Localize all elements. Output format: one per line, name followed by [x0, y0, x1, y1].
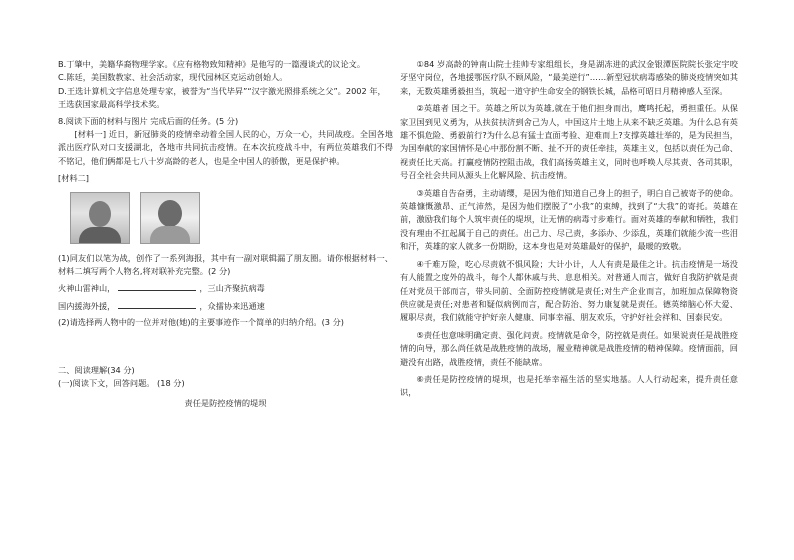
- couplet-line-1: [58, 282, 393, 295]
- portrait-photo-woman: [140, 192, 200, 244]
- couplet-2-end: ，众擂协来迅通速: [199, 300, 265, 311]
- material-two-label: [材料二]: [58, 173, 89, 184]
- subsection-heading: (一)阅读下文，回答问题。 (18 分): [58, 378, 185, 389]
- left-column: [58, 58, 393, 410]
- option-d: D.王选计算机文字信息处理专家，被誉为“当代毕昇”“汉字激光照排系统之父”。2002 年，: [58, 85, 386, 96]
- option-d-continued: 王选获国家最高科学技术奖。: [58, 99, 165, 110]
- article-paragraph-6: ⑥责任是防控疫情的堤坝，也是托举幸福生活的坚实地基。人人行动起来，提升责任意识，: [400, 373, 738, 398]
- couplet-1-end: ，三山齐聚抗病毒: [199, 283, 265, 294]
- section-heading: 二、阅读理解(34 分): [58, 364, 135, 375]
- portrait-photo-man: [70, 192, 130, 244]
- article-title: 责任是防控疫情的堤坝: [184, 397, 267, 408]
- question-2: (2)请选择两人物中的一位并对他(她)的主要事迹作一个简单的归纳介绍。(3 分): [58, 317, 344, 328]
- question-8-title: 8.阅读下面的材料与图片 完成后面的任务。(5 分): [58, 115, 239, 126]
- couplet-2-start: 国内援海外援，: [58, 300, 116, 311]
- couplet-line-2: [58, 300, 393, 313]
- article-paragraph-4: ④千难万险，吃心尽责就不惧风险；大计小计，人人有责是最佳之计。抗击疫情是一场没有人能置之度外的战斗，每个人都休戚与共、息息相关。对普通人而言，做好自我防护就是责任对党员干部而言，带头同前、全面防控疫情就是责任;对生产企业而言，加班加点保障物资供应就是责任;对患者和疑似病例而言，配合防治、努力康复就是责任。德英缔脑心怀大爱、履职尽责，我们就能守护好亲人健康、同事幸福、朋友欢乐，守护好社会祥和、国泰民安。: [400, 258, 738, 323]
- article-paragraph-5: ⑤责任也意味明确定责、强化问责。疫情就是命令，防控就是责任。如果说责任是战胜疫情的向导，那么尚任就是战胜疫情的战场，履业精神就是战胜疫情的精神保障。疫情面前，回避没有出路，战胜疫情，责任不能缺席。: [400, 329, 738, 367]
- option-c: C.陈廷，美国数教家、社会活动家，现代园林区克运动创始人。: [58, 72, 288, 83]
- article-paragraph-2: ②英雄者 国之干。英雄之所以为英雄,就在于他们担身而出，鹰鸣托起，勇担重任。从保家卫国到见义勇为，从扶贫扶济到舍己为人，中国这片土地上从来不缺乏英雄。为什么总有英雄不惧危险、勇毅前行?为什么总有猛士直面考验、迎难而上?支撑英雄壮举的，是为民担当，为国奉献的家国情怀是心中那份割不断、扯不开的责任牵挂，英雄主义，包括以责任为己命、视责任比天高。打赢疫情防控阻击战，我们高扬英雄主义，同时也呼唤人尽其责、各司其职，号召全社会共同从源头上化解风险、抗击疫情。: [400, 103, 738, 181]
- question-1: (1)同友们以笔为战，创作了一系列海报，其中有一副对联辑漏了朋友圈。请你根据材料一、材料二填写两个人物名,将对联补充完整。(2 分): [58, 252, 393, 277]
- answer-blank-1[interactable]: [118, 282, 196, 291]
- reading-section: [58, 364, 393, 410]
- article-paragraph-3: ③英雄自告奋勇，主动请缨，是因为他们知道自己身上的担子，明白自己被寄予的使命。英雄慷慨激昂、正气沛然，是因为他们摆脱了“小我”的束缚，找到了“大我”的寄托。英雄在前，激励我们每个人筑牢责任的堤坝，让无情的病毒寸步难行。面对英雄的奉献和牺牲，我们没有理由不扛起属于自己的责任。出己力、尽己责，多添办、少添乱，英雄们就能少流一些泪和汗，英雄的家人就多一份期盼，这本身也是对英雄最好的保护，最暖的致敬。: [400, 187, 738, 252]
- right-column: [400, 58, 738, 404]
- article-paragraph-1: ①84 岁高龄的钟南山院士挂帅专家组组长，身是湖冻进的武汉金银潭医院院长张定宇咬牙坚守岗位，各地援鄂医疗队不顾风险，“最美逆行”……新型冠状病毒感染的肺炎疫情突如其来，无数英雄勇毅担当，筑起一道守护生命安全的钢铁长城，品格可昭日月精神感人至深。: [400, 59, 738, 96]
- option-b: B.丁肇中，美籍华裔物理学家。《应有格物致知精神》是他写的一篇漫谈式的议论文。: [58, 59, 366, 69]
- material-photos: [70, 192, 393, 244]
- answer-blank-2[interactable]: [118, 300, 196, 309]
- material-one: [材料一] 近日，新冠肺炎的疫情牵动着全国人民的心，万众一心，共同战疫。全国各地派出医疗队对口支援湖北，各地市共同抗击疫情。在本次抗疫战斗中，有两位英雄我们不得不铭记，他们俩都是七八十岁高龄的老人，也是全中国人的骄傲，更是保护神。: [58, 129, 393, 166]
- couplet-1-start: 火神山雷神山，: [58, 283, 116, 294]
